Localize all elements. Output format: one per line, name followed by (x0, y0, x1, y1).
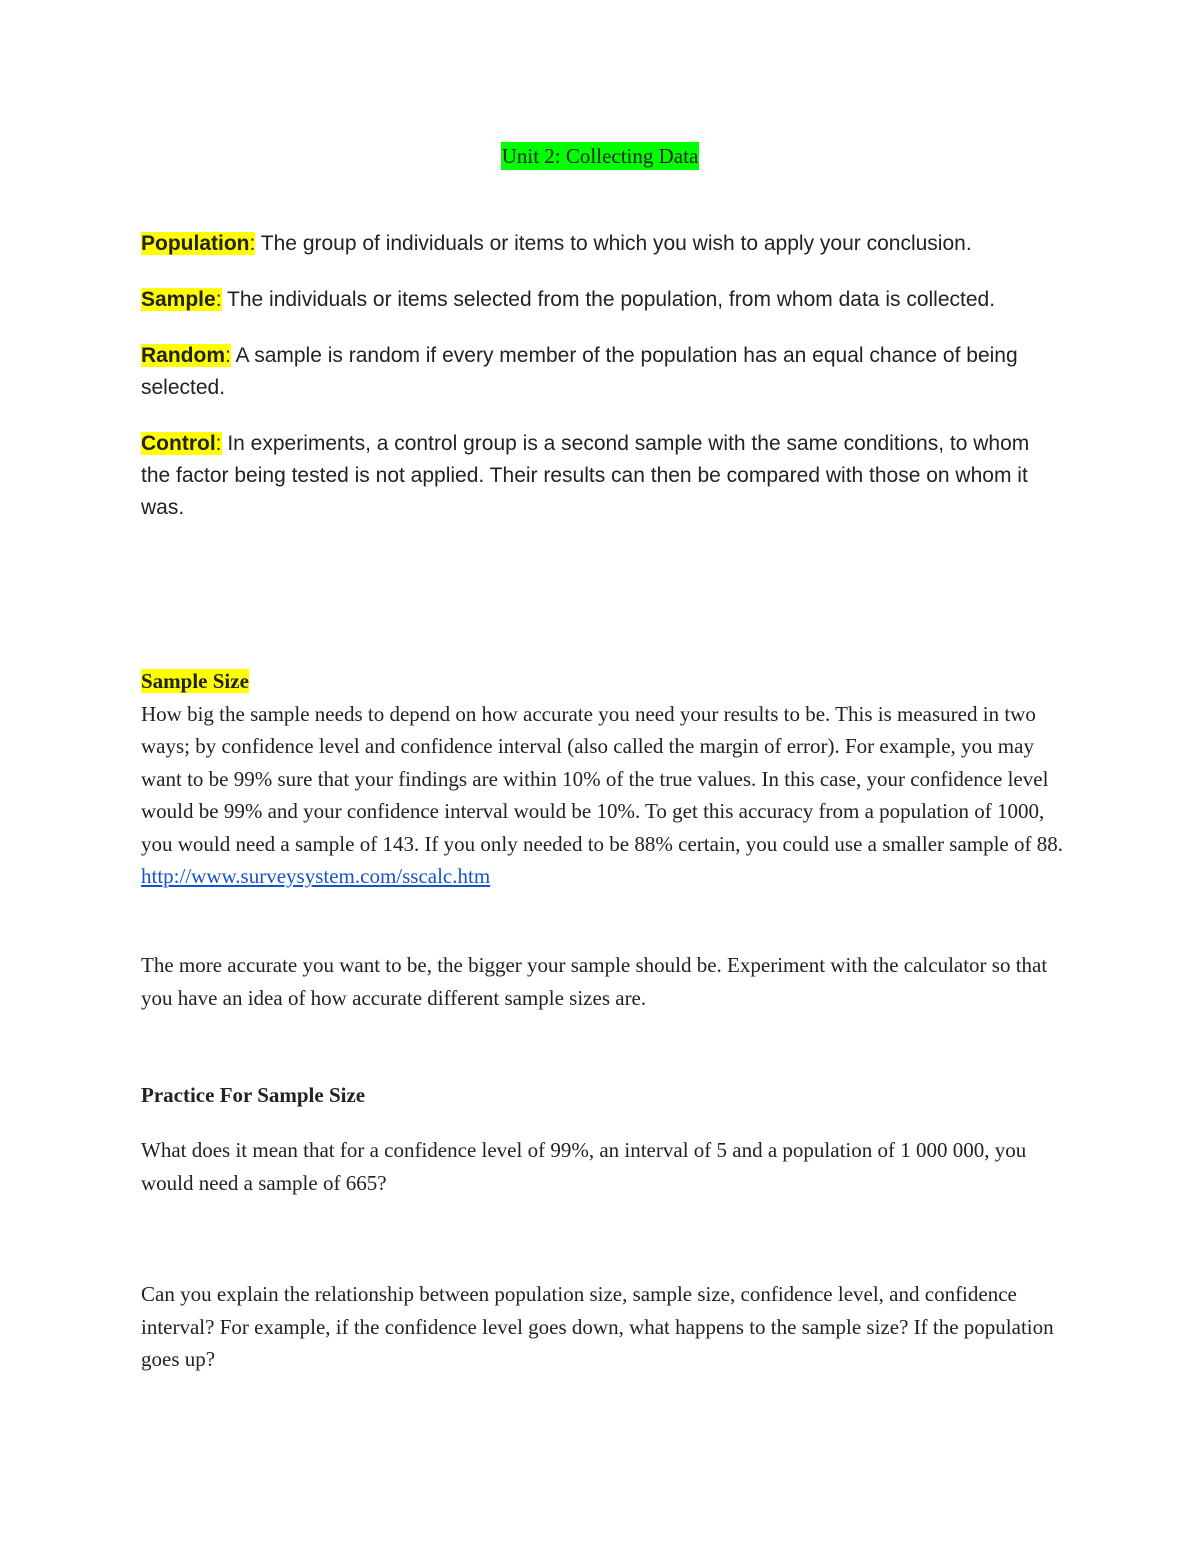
definition-text: The individuals or items selected from the population, from whom data is collected. (221, 288, 996, 311)
definition-term: Control (141, 432, 216, 455)
definitions-list (141, 228, 1061, 548)
sample-size-heading: Sample Size (141, 669, 249, 693)
practice-question-1: What does it mean that for a confidence level of 99%, an interval of 5 and a population of 1 000 000, you would need a sample of 665? (141, 1138, 1027, 1195)
sample-size-calculator-link[interactable]: http://www.surveysystem.com/sscalc.htm (141, 864, 491, 888)
practice-question-2: Can you explain the relationship between population size, sample size, confidence level, and confidence interval? For example, if the confidence level goes down, what happens to the sample size? If the population goes up? (141, 1282, 1054, 1371)
page-title: Unit 2: Collecting Data (501, 144, 699, 168)
definition-population (141, 228, 1061, 260)
title-row (0, 142, 1200, 170)
definition-text: The group of individuals or items to which you wish to apply your conclusion. (255, 232, 972, 255)
practice-question-1-block (141, 1134, 1066, 1199)
definition-text: In experiments, a control group is a second sample with the same conditions, to whom the factor being tested is not applied. Their results can then be compared with those on whom it was. (141, 432, 1030, 519)
definition-colon: : (249, 232, 256, 255)
sample-size-body (141, 698, 1066, 893)
practice-heading: Practice For Sample Size (141, 1083, 366, 1107)
definition-random (141, 340, 1061, 404)
definition-term: Random (141, 344, 225, 367)
sample-size-followup: The more accurate you want to be, the bigger your sample should be. Experiment with the calculator so that you have an idea of how accurate different sample sizes are. (141, 953, 1048, 1010)
definition-term: Population (141, 232, 250, 255)
definition-control (141, 428, 1061, 524)
definition-text: A sample is random if every member of the population has an equal chance of being selected. (141, 344, 1018, 399)
practice-heading-block (141, 1079, 1066, 1112)
definition-term: Sample (141, 288, 216, 311)
definition-sample (141, 284, 1061, 316)
definition-colon: : (215, 288, 222, 311)
sample-size-followup-block (141, 949, 1066, 1014)
definition-colon: : (225, 344, 231, 367)
practice-question-2-block (141, 1278, 1066, 1376)
definition-colon: : (215, 432, 222, 455)
sample-size-body-text: How big the sample needs to depend on how accurate you need your results to be. This is measured in two ways; by confidence level and confidence interval (also called the margin of error). For example, you may want to be 99% sure that your findings are within 10% of the true values. In this case, your confidence level would be 99% and your confidence interval would be 10%. To get this accuracy from a population of 1000, you would need a sample of 143. If you only needed to be 88% certain, you could use a smaller sample of 88. (141, 701, 1064, 856)
sample-size-section (141, 665, 1066, 893)
